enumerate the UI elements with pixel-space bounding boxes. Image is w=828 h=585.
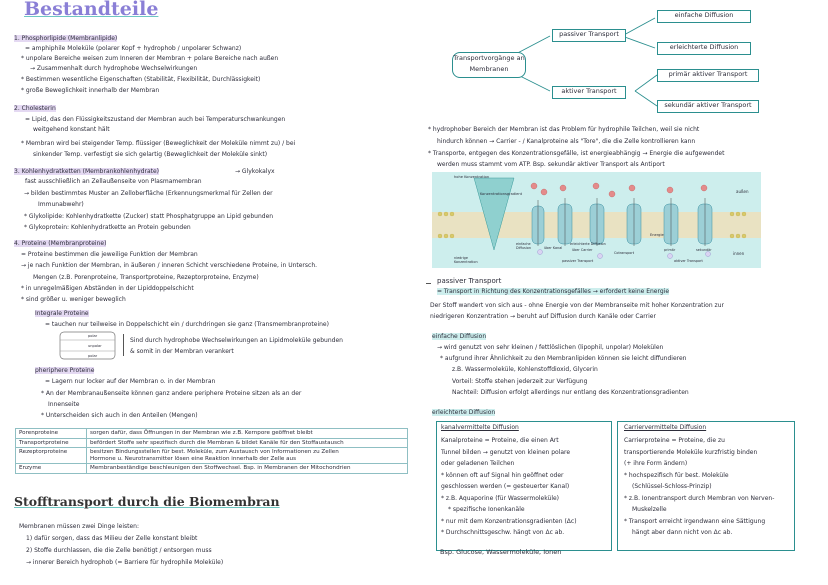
- diagram-label: sekundär: [696, 248, 712, 252]
- text-line: = Lagern nur locker auf der Membran o. in der Membran: [45, 378, 216, 385]
- text-line: → innerer Bereich hydrophob (= Barriere für hydrophile Moleküle): [26, 559, 224, 566]
- diagram-label: niedrige Konzentration: [454, 256, 478, 264]
- text-line: geschlossen werden (= gesteuerter Kanal): [441, 483, 570, 490]
- protein-summary-table: [15, 428, 408, 474]
- mindmap-leaf: erleichterte Diffusion: [657, 42, 751, 55]
- text-line: * Transport erreicht irgendwann eine Sättigung: [624, 518, 766, 525]
- text-line: 1) dafür sorgen, dass das Milieu der Zelle konstant bleibt: [26, 535, 198, 542]
- text-line: * hochspezifisch für best. Moleküle: [624, 472, 729, 479]
- diagram-label: Cotransport: [614, 251, 635, 255]
- text-line: = tauchen nur teilweise in Doppelschicht ein / durchdringen sie ganz (Transmembranproteine): [45, 321, 329, 328]
- text-line: werden muss stammt vom ATP. Bsp. sekundär aktiver Transport als Antiport: [437, 161, 665, 168]
- text-line: = Transport in Richtung des Konzentrationsgefälles → erfordert keine Energie: [437, 288, 670, 295]
- section-heading: 2. Cholesterin: [14, 105, 56, 112]
- diagram-label: erleichterte Diffusion: [570, 242, 606, 246]
- mindmap-passive: passiver Transport: [552, 29, 626, 42]
- text-line: Immunabwehr): [38, 201, 84, 208]
- text-line: * hydrophober Bereich der Membran ist das Problem für hydrophile Teilchen, weil sie nicht: [428, 126, 700, 133]
- diagram-label: über Kanal: [544, 246, 563, 250]
- text-line: Der Stoff wandert von sich aus - ohne Energie von der Membranseite mit hoher Konzentration zur: [430, 302, 724, 309]
- section-heading: 4. Proteine (Membranproteine): [14, 240, 107, 247]
- mindmap-leaf: primär aktiver Transport: [657, 69, 759, 82]
- text-line: * aufgrund ihrer Ähnlichkeit zu den Membranlipiden können sie leicht diffundieren: [440, 355, 687, 362]
- text-line: Vorteil: Stoffe stehen jederzeit zur Verfügung: [452, 378, 588, 385]
- text-line: * z.B. Ionentransport durch Membran von Nerven-: [624, 495, 775, 502]
- table-cell-desc: Membranbeständige beschleunigen den Stoffwechsel. Bsp. in Membranen der Mitochondrien: [87, 464, 408, 474]
- table-cell-name: Porenproteine: [16, 429, 87, 439]
- bracket: [123, 334, 127, 356]
- diagram-label: innen: [733, 251, 745, 256]
- text-line: Tunnel bilden → genutzt von kleinen polare: [441, 449, 571, 456]
- sketch-label: polar: [88, 354, 98, 358]
- subsection-heading: erleichterte Diffusion: [432, 409, 496, 416]
- text-line: = amphiphile Moleküle (polarer Kopf + hydrophob / unpolarer Schwanz): [25, 45, 242, 52]
- box-heading: kanalvermittelte Diffusion: [441, 424, 519, 431]
- text-line: weitgehend konstant hält: [33, 126, 110, 133]
- text-line: → je nach Funktion der Membran, in äußeren / inneren Schicht verschiedene Proteine, in Untersch.: [21, 262, 318, 269]
- mindmap-leaf: einfache Diffusion: [657, 10, 751, 23]
- text-line: (Schlüssel-Schloss-Prinzip): [632, 483, 712, 490]
- text-line: z.B. Wassermoleküle, Kohlenstoffdioxid, Glycerin: [452, 366, 598, 373]
- table-row: [16, 464, 408, 474]
- mindmap-leaf: sekundär aktiver Transport: [657, 100, 759, 113]
- sketch-label: unpolar: [88, 344, 102, 348]
- divider: [426, 283, 431, 284]
- text-line: hängt aber dann nicht von Δc ab.: [632, 529, 733, 536]
- sketch-label: polar: [88, 334, 98, 338]
- text-line: * sind größer u. weniger beweglich: [21, 296, 126, 303]
- example-line: Bsp. Glucose, Wassermoleküle, Ionen: [440, 548, 562, 556]
- table-cell-name: Transportproteine: [16, 438, 87, 448]
- text-line: & somit in der Membran verankert: [130, 348, 234, 355]
- diagram-group-label: passiver Transport: [562, 259, 594, 263]
- diagram-label: hohe Konzentration: [454, 175, 490, 179]
- diagram-label: einfache Diffusion: [516, 242, 531, 250]
- section-heading: 1. Phosphorlipide (Membranlipide): [14, 35, 118, 42]
- diagram-label: primär: [664, 248, 676, 252]
- text-line: * in unregelmäßigen Abständen in der Lipiddoppelschicht: [21, 285, 194, 292]
- text-line: oder geladenen Teilchen: [441, 460, 515, 467]
- text-line: Nachteil: Diffusion erfolgt allerdings nur entlang des Konzentrationsgradienten: [452, 389, 689, 396]
- text-line: * große Beweglichkeit innerhalb der Membran: [21, 87, 160, 94]
- text-line: → wird genutzt von sehr kleinen / fettlöslichen (lipophil, unpolar) Molekülen: [437, 344, 664, 351]
- table-cell-desc: sorgen dafür, dass Öffnungen in der Membran wie z.B. Kernpore geöffnet bleibt: [87, 429, 408, 439]
- text-line: fast ausschließlich an Zellaußenseite von Plasmamembran: [25, 178, 202, 185]
- diagram-label: über Carrier: [572, 248, 593, 252]
- text-line: * Bestimmen wesentliche Eigenschaften (Stabilität, Flexibilität, Durchlässigkeit): [21, 76, 261, 83]
- section-title: Stofftransport durch die Biomembran: [14, 494, 280, 509]
- mindmap-active: aktiver Transport: [552, 86, 626, 99]
- text-line: Membranen müssen zwei Dinge leisten:: [19, 523, 140, 530]
- text-line: * Membran wird bei steigender Temp. flüssiger (Beweglichkeit der Moleküle nimmt zu) / bei: [21, 140, 296, 147]
- table-cell-name: Enzyme: [16, 464, 87, 474]
- text-line: * Durchschnittsgeschw. hängt von Δc ab.: [441, 529, 565, 536]
- membrane-illustration: [432, 172, 761, 268]
- table-cell-name: Rezeptorproteine: [16, 448, 87, 464]
- text-line: (+ ihre Form ändern): [624, 460, 688, 467]
- text-line: Muskelzelle: [632, 506, 667, 513]
- text-line: Kanalproteine = Proteine, die einen Art: [441, 437, 559, 444]
- mindmap-center: Transportvorgänge an Membranen: [452, 52, 526, 78]
- text-line: → Zusammenhalt durch hydrophobe Wechselwirkungen: [30, 65, 198, 72]
- diagram-label: Konzentrationsgradient: [480, 192, 523, 196]
- text-line: * Unterscheiden sich auch in den Anteilen (Mengen): [41, 412, 198, 419]
- text-line: hindurch können → Carrier - / Kanalproteine als "Tore", die die Zelle kontrollieren kann: [437, 138, 696, 145]
- subsection-heading: passiver Transport: [437, 277, 502, 285]
- box-heading: Carriervermittelte Diffusion: [624, 424, 707, 431]
- text-line: = Proteine bestimmen die jeweilige Funktion der Membran: [21, 251, 198, 258]
- text-line: * unpolare Bereiche weisen zum Inneren der Membran + polare Bereiche nach außen: [21, 55, 279, 62]
- text-line: * Glykoprotein: Kohlenhydratkette an Protein gebunden: [24, 224, 191, 231]
- text-line: * nur mit dem Konzentrationsgradienten (Δc): [441, 518, 577, 525]
- text-line: niedrigeren Konzentration → beruht auf Diffusion durch Kanäle oder Carrier: [430, 313, 656, 320]
- text-line: → bilden bestimmtes Muster an Zelloberfläche (Erkennungsmerkmal für Zellen der: [24, 190, 273, 197]
- diagram-label: Energie: [650, 233, 664, 237]
- membrane-transport-diagram: [432, 172, 761, 268]
- text-line: Mengen (z.B. Porenproteine, Transportproteine, Rezeptorproteine, Enzyme): [33, 274, 259, 281]
- subsection-heading: einfache Diffusion: [432, 333, 487, 340]
- subsection-heading: pheriphere Proteine: [35, 367, 95, 374]
- text-line: * Transporte, entgegen des Konzentrationsgefälle, ist energieabhängig → Energie die aufgewendet: [428, 150, 725, 157]
- text-line: transportierende Moleküle kurzfristig binden: [624, 449, 758, 456]
- text-line: Sind durch hydrophobe Wechselwirkungen an Lipidmoleküle gebunden: [130, 337, 343, 344]
- text-line: * z.B. Aquaporine (für Wassermoleküle): [441, 495, 560, 502]
- table-row: [16, 438, 408, 448]
- text-line: = Lipid, das den Flüssigkeitszustand der Membran auch bei Temperaturschwankungen: [25, 116, 286, 123]
- text-line: Carrierproteine = Proteine, die zu: [624, 437, 725, 444]
- diagram-group-label: aktiver Transport: [674, 259, 703, 263]
- text-line: * An der Membranaußenseite können ganz andere periphere Proteine sitzen als an der: [41, 390, 302, 397]
- text-line: sinkender Temp. verfestigt sie sich gelartig (Beweglichkeit der Moleküle sinkt): [33, 151, 268, 158]
- diagram-label: außen: [736, 189, 749, 194]
- text-line: * können oft auf Signal hin geöffnet oder: [441, 472, 564, 479]
- table-cell-desc: befördert Stoffe sehr spezifisch durch die Membran & bildet Kanäle für den Stoffaustausch: [87, 438, 408, 448]
- section-heading: 3. Kohlenhydratketten (Membrankohlenhydrate): [14, 168, 160, 175]
- page-title: Bestandteile: [24, 0, 159, 20]
- text-line: * spezifische Ionenkanäle: [448, 506, 525, 513]
- text-line: → Glykokalyx: [235, 168, 275, 175]
- table-row: [16, 448, 408, 464]
- subsection-heading: Integrale Proteine: [35, 310, 89, 317]
- table-row: [16, 429, 408, 439]
- text-line: * Glykolipide: Kohlenhydratkette (Zucker) statt Phosphatgruppe an Lipid gebunden: [24, 213, 274, 220]
- text-line: Innenseite: [48, 401, 80, 408]
- table-cell-desc: besitzen Bindungsstellen für best. Moleküle, zum Austausch von Informationen zu Zellen Hormone u. Neurotransmitter lösen eine Reaktion innerhalb der Zelle aus: [87, 448, 408, 464]
- text-line: 2) Stoffe durchlassen, die die Zelle benötigt / entsorgen muss: [26, 547, 212, 554]
